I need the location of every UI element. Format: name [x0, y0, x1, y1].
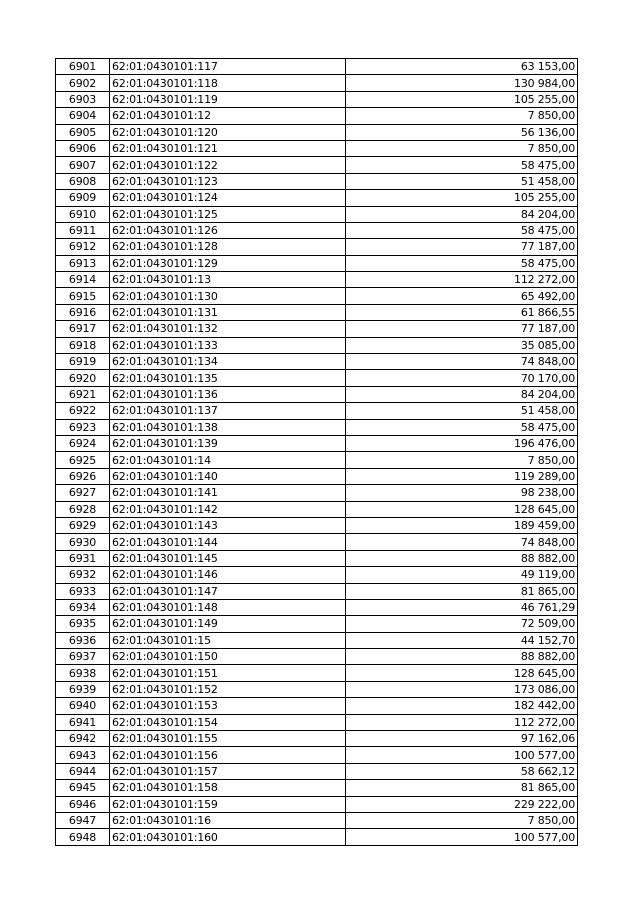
row-number-cell: 6947 [56, 812, 110, 828]
table-row [56, 452, 578, 468]
cadastral-number-cell: 62:01:0430101:144 [110, 534, 346, 550]
row-number-cell: 6901 [56, 59, 110, 75]
cadastral-number-cell: 62:01:0430101:151 [110, 665, 346, 681]
cadastral-value-cell: 51 458,00 [346, 403, 578, 419]
cadastral-value-cell: 35 085,00 [346, 337, 578, 353]
table-row [56, 796, 578, 812]
cadastral-number-cell: 62:01:0430101:147 [110, 583, 346, 599]
cadastral-value-cell: 56 136,00 [346, 124, 578, 140]
cadastral-number-cell: 62:01:0430101:143 [110, 517, 346, 533]
row-number-cell: 6913 [56, 255, 110, 271]
cadastral-number-cell: 62:01:0430101:130 [110, 288, 346, 304]
table-row [56, 190, 578, 206]
cadastral-value-cell: 7 850,00 [346, 812, 578, 828]
cadastral-number-cell: 62:01:0430101:123 [110, 173, 346, 189]
table-row [56, 239, 578, 255]
cadastral-value-cell: 81 865,00 [346, 780, 578, 796]
row-number-cell: 6915 [56, 288, 110, 304]
cadastral-number-cell: 62:01:0430101:159 [110, 796, 346, 812]
row-number-cell: 6932 [56, 567, 110, 583]
cadastral-value-cell: 77 187,00 [346, 239, 578, 255]
cadastral-number-cell: 62:01:0430101:155 [110, 731, 346, 747]
cadastral-number-cell: 62:01:0430101:125 [110, 206, 346, 222]
table-row [56, 829, 578, 845]
row-number-cell: 6943 [56, 747, 110, 763]
cadastral-value-cell: 65 492,00 [346, 288, 578, 304]
table-row [56, 649, 578, 665]
cadastral-value-cell: 44 152,70 [346, 632, 578, 648]
table-row [56, 468, 578, 484]
table-row [56, 419, 578, 435]
row-number-cell: 6903 [56, 91, 110, 107]
cadastral-value-cell: 61 866,55 [346, 304, 578, 320]
table-row [56, 567, 578, 583]
cadastral-value-cell: 229 222,00 [346, 796, 578, 812]
row-number-cell: 6920 [56, 370, 110, 386]
table-row [56, 763, 578, 779]
cadastral-value-cell: 97 162,06 [346, 731, 578, 747]
row-number-cell: 6923 [56, 419, 110, 435]
cadastral-value-cell: 189 459,00 [346, 517, 578, 533]
cadastral-number-cell: 62:01:0430101:121 [110, 140, 346, 156]
table-row [56, 255, 578, 271]
cadastral-number-cell: 62:01:0430101:117 [110, 59, 346, 75]
row-number-cell: 6919 [56, 354, 110, 370]
cadastral-number-cell: 62:01:0430101:16 [110, 812, 346, 828]
cadastral-value-cell: 128 645,00 [346, 665, 578, 681]
row-number-cell: 6934 [56, 599, 110, 615]
cadastral-value-cell: 46 761,29 [346, 599, 578, 615]
cadastral-value-cell: 88 882,00 [346, 649, 578, 665]
cadastral-value-cell: 128 645,00 [346, 501, 578, 517]
cadastral-number-cell: 62:01:0430101:146 [110, 567, 346, 583]
table-row [56, 173, 578, 189]
cadastral-number-cell: 62:01:0430101:122 [110, 157, 346, 173]
row-number-cell: 6926 [56, 468, 110, 484]
table-row [56, 304, 578, 320]
table-row [56, 386, 578, 402]
table-row [56, 599, 578, 615]
table-row [56, 780, 578, 796]
cadastral-value-cell: 173 086,00 [346, 681, 578, 697]
cadastral-number-cell: 62:01:0430101:145 [110, 550, 346, 566]
cadastral-value-cell: 84 204,00 [346, 206, 578, 222]
row-number-cell: 6945 [56, 780, 110, 796]
cadastral-number-cell: 62:01:0430101:157 [110, 763, 346, 779]
table-row [56, 681, 578, 697]
cadastral-value-cell: 58 475,00 [346, 255, 578, 271]
row-number-cell: 6938 [56, 665, 110, 681]
row-number-cell: 6917 [56, 321, 110, 337]
row-number-cell: 6939 [56, 681, 110, 697]
cadastral-number-cell: 62:01:0430101:142 [110, 501, 346, 517]
cadastral-number-cell: 62:01:0430101:120 [110, 124, 346, 140]
cadastral-value-cell: 63 153,00 [346, 59, 578, 75]
table-row [56, 731, 578, 747]
row-number-cell: 6935 [56, 616, 110, 632]
table-row [56, 485, 578, 501]
cadastral-number-cell: 62:01:0430101:150 [110, 649, 346, 665]
table-row [56, 288, 578, 304]
table-row [56, 698, 578, 714]
cadastral-value-cell: 7 850,00 [346, 452, 578, 468]
table-row [56, 370, 578, 386]
row-number-cell: 6942 [56, 731, 110, 747]
table-row [56, 91, 578, 107]
table-row [56, 501, 578, 517]
table-row [56, 550, 578, 566]
table-row [56, 517, 578, 533]
table-row [56, 321, 578, 337]
cadastral-number-cell: 62:01:0430101:160 [110, 829, 346, 845]
row-number-cell: 6925 [56, 452, 110, 468]
cadastral-number-cell: 62:01:0430101:135 [110, 370, 346, 386]
cadastral-number-cell: 62:01:0430101:132 [110, 321, 346, 337]
cadastral-value-cell: 100 577,00 [346, 829, 578, 845]
table-row [56, 222, 578, 238]
table-row [56, 812, 578, 828]
cadastral-number-cell: 62:01:0430101:158 [110, 780, 346, 796]
row-number-cell: 6906 [56, 140, 110, 156]
table-row [56, 534, 578, 550]
cadastral-number-cell: 62:01:0430101:136 [110, 386, 346, 402]
table-row [56, 108, 578, 124]
cadastral-value-cell: 98 238,00 [346, 485, 578, 501]
table-row [56, 140, 578, 156]
cadastral-value-cell: 130 984,00 [346, 75, 578, 91]
cadastral-number-cell: 62:01:0430101:134 [110, 354, 346, 370]
row-number-cell: 6911 [56, 222, 110, 238]
cadastral-value-cell: 7 850,00 [346, 108, 578, 124]
cadastral-number-cell: 62:01:0430101:13 [110, 272, 346, 288]
cadastral-value-cell: 58 475,00 [346, 222, 578, 238]
table-row [56, 59, 578, 75]
row-number-cell: 6936 [56, 632, 110, 648]
cadastral-number-cell: 62:01:0430101:118 [110, 75, 346, 91]
cadastral-number-cell: 62:01:0430101:133 [110, 337, 346, 353]
row-number-cell: 6922 [56, 403, 110, 419]
cadastral-number-cell: 62:01:0430101:131 [110, 304, 346, 320]
table-row [56, 75, 578, 91]
table-row [56, 632, 578, 648]
row-number-cell: 6944 [56, 763, 110, 779]
cadastral-number-cell: 62:01:0430101:119 [110, 91, 346, 107]
row-number-cell: 6924 [56, 435, 110, 451]
cadastral-value-cell: 84 204,00 [346, 386, 578, 402]
cadastral-value-cell: 70 170,00 [346, 370, 578, 386]
row-number-cell: 6927 [56, 485, 110, 501]
cadastral-number-cell: 62:01:0430101:140 [110, 468, 346, 484]
cadastral-value-cell: 112 272,00 [346, 272, 578, 288]
row-number-cell: 6912 [56, 239, 110, 255]
cadastral-value-cell: 74 848,00 [346, 534, 578, 550]
row-number-cell: 6916 [56, 304, 110, 320]
cadastral-value-cell: 77 187,00 [346, 321, 578, 337]
table-row [56, 403, 578, 419]
row-number-cell: 6908 [56, 173, 110, 189]
cadastral-number-cell: 62:01:0430101:14 [110, 452, 346, 468]
cadastral-value-cell: 74 848,00 [346, 354, 578, 370]
cadastral-number-cell: 62:01:0430101:15 [110, 632, 346, 648]
table-row [56, 616, 578, 632]
table-row [56, 665, 578, 681]
cadastral-number-cell: 62:01:0430101:156 [110, 747, 346, 763]
cadastral-number-cell: 62:01:0430101:153 [110, 698, 346, 714]
cadastral-value-cell: 196 476,00 [346, 435, 578, 451]
table-row [56, 435, 578, 451]
table-row [56, 124, 578, 140]
cadastral-value-cell: 51 458,00 [346, 173, 578, 189]
row-number-cell: 6930 [56, 534, 110, 550]
table-body [56, 59, 578, 846]
cadastral-number-cell: 62:01:0430101:124 [110, 190, 346, 206]
cadastral-number-cell: 62:01:0430101:141 [110, 485, 346, 501]
table-row [56, 747, 578, 763]
row-number-cell: 6918 [56, 337, 110, 353]
cadastral-number-cell: 62:01:0430101:126 [110, 222, 346, 238]
cadastral-number-cell: 62:01:0430101:137 [110, 403, 346, 419]
cadastral-value-cell: 58 475,00 [346, 157, 578, 173]
row-number-cell: 6921 [56, 386, 110, 402]
table-row [56, 157, 578, 173]
row-number-cell: 6948 [56, 829, 110, 845]
cadastral-number-cell: 62:01:0430101:138 [110, 419, 346, 435]
cadastral-value-table [55, 58, 578, 846]
table-row [56, 206, 578, 222]
cadastral-value-cell: 58 662,12 [346, 763, 578, 779]
row-number-cell: 6929 [56, 517, 110, 533]
cadastral-number-cell: 62:01:0430101:154 [110, 714, 346, 730]
table-row [56, 583, 578, 599]
cadastral-value-cell: 119 289,00 [346, 468, 578, 484]
row-number-cell: 6946 [56, 796, 110, 812]
row-number-cell: 6907 [56, 157, 110, 173]
table-row [56, 337, 578, 353]
row-number-cell: 6902 [56, 75, 110, 91]
cadastral-value-cell: 105 255,00 [346, 190, 578, 206]
cadastral-number-cell: 62:01:0430101:128 [110, 239, 346, 255]
row-number-cell: 6941 [56, 714, 110, 730]
cadastral-value-cell: 100 577,00 [346, 747, 578, 763]
cadastral-value-cell: 182 442,00 [346, 698, 578, 714]
cadastral-value-cell: 88 882,00 [346, 550, 578, 566]
row-number-cell: 6909 [56, 190, 110, 206]
cadastral-number-cell: 62:01:0430101:148 [110, 599, 346, 615]
row-number-cell: 6940 [56, 698, 110, 714]
row-number-cell: 6928 [56, 501, 110, 517]
cadastral-number-cell: 62:01:0430101:129 [110, 255, 346, 271]
cadastral-value-cell: 112 272,00 [346, 714, 578, 730]
table-row [56, 714, 578, 730]
row-number-cell: 6933 [56, 583, 110, 599]
cadastral-number-cell: 62:01:0430101:139 [110, 435, 346, 451]
cadastral-value-cell: 81 865,00 [346, 583, 578, 599]
table-row [56, 272, 578, 288]
table-row [56, 354, 578, 370]
cadastral-value-cell: 49 119,00 [346, 567, 578, 583]
cadastral-value-cell: 7 850,00 [346, 140, 578, 156]
cadastral-number-cell: 62:01:0430101:12 [110, 108, 346, 124]
row-number-cell: 6914 [56, 272, 110, 288]
cadastral-number-cell: 62:01:0430101:149 [110, 616, 346, 632]
row-number-cell: 6931 [56, 550, 110, 566]
row-number-cell: 6905 [56, 124, 110, 140]
row-number-cell: 6937 [56, 649, 110, 665]
row-number-cell: 6904 [56, 108, 110, 124]
cadastral-value-cell: 105 255,00 [346, 91, 578, 107]
cadastral-number-cell: 62:01:0430101:152 [110, 681, 346, 697]
cadastral-value-cell: 58 475,00 [346, 419, 578, 435]
cadastral-value-cell: 72 509,00 [346, 616, 578, 632]
row-number-cell: 6910 [56, 206, 110, 222]
